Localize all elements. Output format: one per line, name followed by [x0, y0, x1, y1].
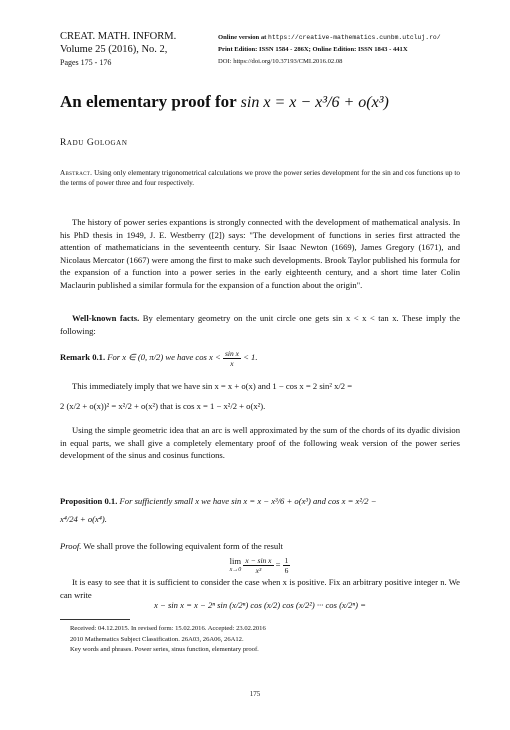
lim-sub: x→0: [229, 566, 242, 573]
proposition-text-2: x⁴/24 + o(x⁴).: [60, 514, 107, 524]
author-name: Radu Gologan: [60, 138, 128, 148]
remark-frac-num: sin x: [224, 348, 239, 358]
footnotes: [70, 624, 460, 656]
positive-case-paragraph: It is easy to see that it is sufficient to consider the case when x is positive. Fix an arbitrary positive integer n. We can write: [60, 577, 460, 600]
consequence-line-1: This immediately imply that we have sin x = x + o(x) and 1 − cos x = 2 sin² x/2 =: [72, 381, 353, 391]
proof-text: We shall prove the following equivalent form of the result: [83, 541, 283, 551]
limit-equation: [60, 556, 460, 575]
proof: [60, 540, 460, 553]
remark-end: < 1.: [243, 352, 258, 362]
footnote-rule: [60, 619, 130, 620]
page-number: 175: [249, 690, 261, 698]
limit-rhs-fraction: [283, 556, 291, 575]
online-info: [218, 32, 503, 68]
remark-text: For x ∈ (0, π/2) we have cos x <: [107, 352, 221, 362]
lim-den: x³: [255, 566, 262, 575]
proposition-text: For sufficiently small x we have sin x = x − x³/6 + o(x³) and cos x = x²/2 −: [119, 496, 377, 506]
lim-num: x − sin x: [245, 556, 272, 565]
paper-title: [60, 92, 460, 112]
intro-paragraph: The history of power series expantions is strongly connected with the development of mathematical analysis. In his PhD thesis in 1949, J. E. Westberry ([2]) says: "The development of functions in series first attracted the attention of mathematicians in the seventeenth century. Sir Isaac Newton (1669), James Gregory (1671), and Nicolaus Mercator (1667) were among the first to make such developments. Brook Taylor published his formula for the expansion of a function into a power series in the early eighteenth century, and a short time later Colin Maclaurin published a similar formula for the expansion of a function about the origin".: [60, 217, 460, 290]
remark-label: Remark 0.1.: [60, 352, 106, 362]
lim-rhs-den: 6: [284, 566, 289, 575]
footnote-msc: 2010 Mathematics Subject Classification. 26A03, 26A06, 26A12.: [70, 635, 244, 643]
doi-line[interactable]: DOI: https://doi.org/10.37193/CMI.2016.02.08: [218, 58, 343, 65]
proof-label: Proof.: [60, 541, 82, 551]
journal-volume: Volume 25 (2016), No. 2,: [60, 44, 168, 55]
title-text: An elementary proof for: [60, 92, 241, 111]
journal-name: CREAT. MATH. INFORM.: [60, 31, 177, 42]
remark: [60, 348, 460, 368]
dyadic-paragraph: Using the simple geometric idea that an arc is well approximated by the sum of the chords of its dyadic division in equal parts, we shall give a completely elementary proof of the following weak version of the power series development of the sinus and cosinus functions.: [60, 425, 460, 460]
issn-line: Print Edition: ISSN 1584 - 286X; Online Edition: ISSN 1843 - 441X: [218, 46, 408, 53]
journal-header: [60, 30, 230, 69]
journal-pages: Pages 175 - 176: [60, 58, 112, 67]
well-known-facts: [60, 312, 460, 337]
limit-operator: [230, 557, 242, 575]
consequence-line-2: 2 (x/2 + o(x))² = x²/2 + o(x²) that is cos x = 1 − x²/2 + o(x²).: [60, 401, 266, 411]
online-version-line: [218, 32, 503, 44]
proposition-label: Proposition 0.1.: [60, 496, 118, 506]
footnote-received: Received: 04.12.2015. In revised form: 15.02.2016. Accepted: 23.02.2016: [70, 625, 266, 632]
remark-frac-den: x: [230, 358, 234, 368]
limit-fraction: [243, 556, 273, 575]
final-equation: x − sin x = x − 2ⁿ sin (x/2ⁿ) cos (x/2) cos (x/2²) ··· cos (x/2ⁿ) =: [154, 600, 366, 610]
footnote-keywords: Key words and phrases. Power series, sinus function, elementary proof.: [70, 646, 259, 653]
lim-label: lim: [229, 555, 242, 566]
abstract-text: Using only elementary trigonometrical calculations we prove the power series development for the sin and cos functions up to the terms of power three and four respectively.: [60, 169, 460, 187]
online-prefix: Online version at: [218, 34, 269, 41]
well-known-label: Well-known facts.: [72, 313, 140, 323]
remark-fraction: [223, 349, 241, 368]
lim-rhs-num: 1: [284, 556, 289, 565]
online-url[interactable]: https://creative-mathematics.cunbm.utcluj.ro/: [268, 34, 441, 41]
abstract: [60, 168, 460, 188]
well-known-text: By elementary geometry on the unit circle one gets sin x < x < tan x. These imply the following:: [60, 313, 461, 336]
abstract-label: Abstract.: [60, 169, 93, 177]
title-math: sin x = x − x³/6 + o(x³): [240, 94, 389, 111]
lim-equals: =: [275, 559, 281, 570]
proposition: [60, 492, 460, 528]
